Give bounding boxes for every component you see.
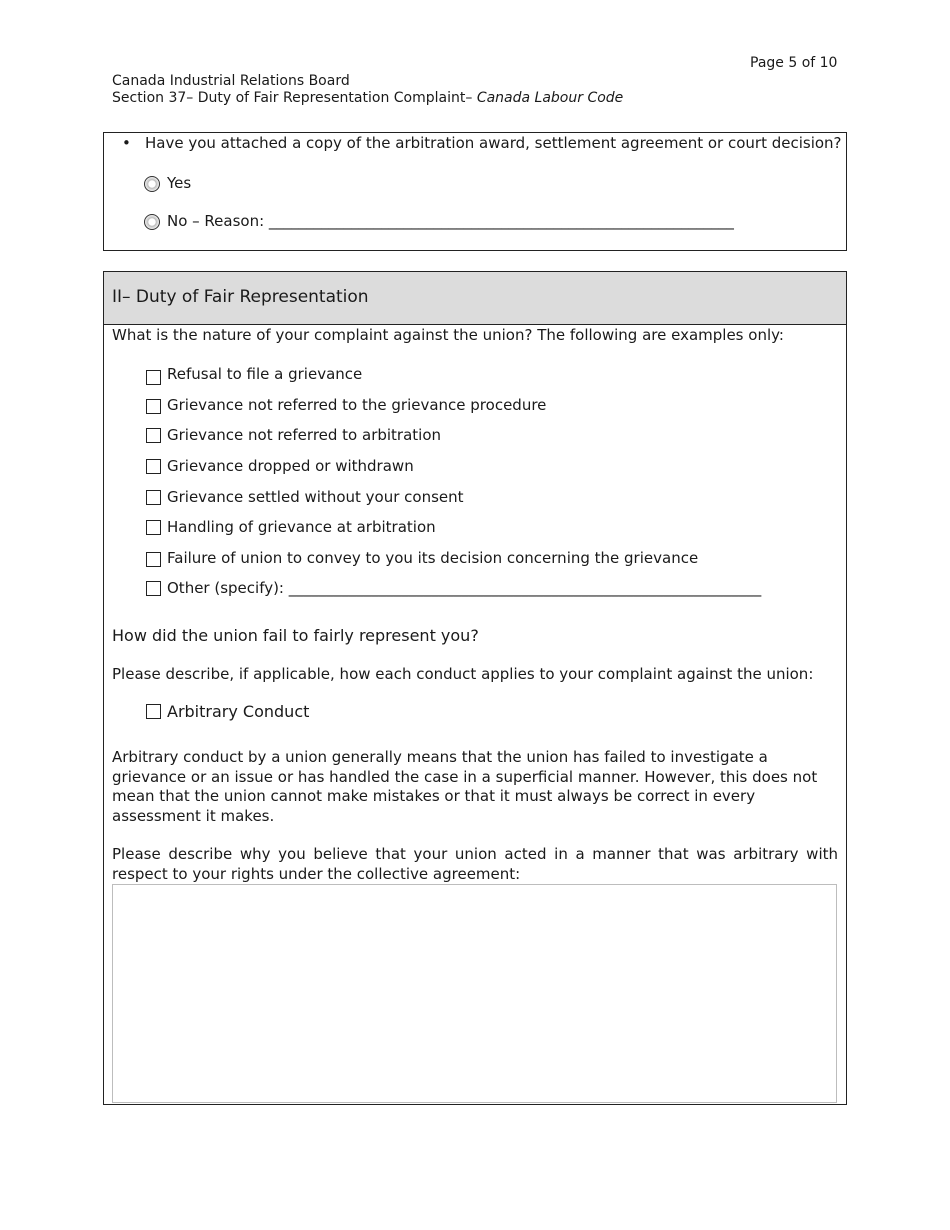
yes-label: Yes [167, 174, 192, 192]
arbitrary-conduct-textarea[interactable] [112, 884, 837, 1103]
dropped-withdrawn-checkbox[interactable] [146, 459, 161, 474]
settled-without-consent-label: Grievance settled without your consent [167, 488, 464, 506]
dropped-withdrawn-label: Grievance dropped or withdrawn [167, 457, 414, 475]
failure-to-convey-checkbox[interactable] [146, 552, 161, 567]
header-organization: Canada Industrial Relations Board [112, 73, 350, 89]
handling-at-arbitration-label: Handling of grievance at arbitration [167, 518, 436, 536]
page-number: Page 5 of 10 [750, 55, 838, 71]
handling-at-arbitration-checkbox[interactable] [146, 520, 161, 535]
arbitrary-definition: Arbitrary conduct by a union generally means that the union has failed to investigate a grievance or an issue or has handled the case in a superficial manner. However, this does not mean that the union cannot make mistakes or that it must always be correct in every assessment it makes. [112, 748, 818, 825]
arbitrary-conduct-checkbox[interactable] [146, 704, 161, 719]
header-section-text: Section 37– Duty of Fair Representation Complaint– [112, 90, 477, 106]
refusal-label: Refusal to file a grievance [167, 365, 363, 383]
not-referred-procedure-label: Grievance not referred to the grievance procedure [167, 396, 547, 414]
attachment-question: Have you attached a copy of the arbitration award, settlement agreement or court decision? [145, 134, 842, 152]
section-title: II– Duty of Fair Representation [112, 287, 369, 307]
describe-prompt: Please describe, if applicable, how each conduct applies to your complaint against the union: [112, 665, 814, 683]
not-referred-arbitration-checkbox[interactable] [146, 428, 161, 443]
arbitrary-conduct-label: Arbitrary Conduct [167, 702, 310, 721]
header-section [112, 90, 623, 106]
not-referred-arbitration-label: Grievance not referred to arbitration [167, 426, 442, 444]
yes-radio[interactable] [144, 176, 160, 192]
not-referred-procedure-checkbox[interactable] [146, 399, 161, 414]
refusal-checkbox[interactable] [146, 370, 161, 385]
bullet-icon: • [122, 134, 131, 152]
arbitrary-prompt: Please describe why you believe that your union acted in a manner that was arbitrary with respect to your rights under the collective agreement: [112, 845, 838, 883]
fail-question: How did the union fail to fairly represent you? [112, 626, 479, 645]
header-labour-code: Canada Labour Code [476, 90, 624, 106]
failure-to-convey-label: Failure of union to convey to you its decision concerning the grievance [167, 549, 699, 567]
no-radio[interactable] [144, 214, 160, 230]
settled-without-consent-checkbox[interactable] [146, 490, 161, 505]
no-reason-label: No – Reason: ______________________________________________________________ [167, 212, 734, 230]
nature-question: What is the nature of your complaint against the union? The following are examples only: [112, 326, 784, 344]
other-specify-label: Other (specify): _______________________________________________________________ [167, 579, 762, 597]
other-checkbox[interactable] [146, 581, 161, 596]
